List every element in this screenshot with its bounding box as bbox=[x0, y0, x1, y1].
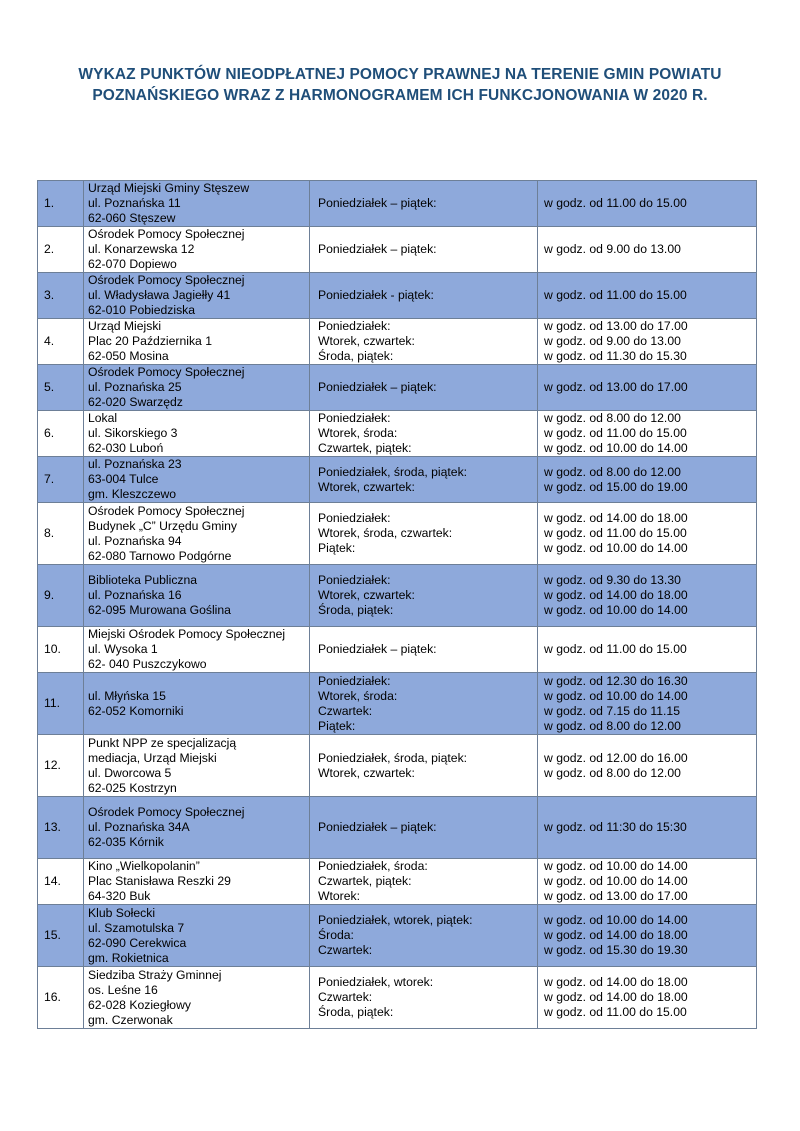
location-address-line: 62-050 Mosina bbox=[88, 349, 169, 363]
opening-hours-line: w godz. od 11.00 do 15.00 bbox=[544, 426, 687, 440]
title-line-1: WYKAZ PUNKTÓW NIEODPŁATNEJ POMOCY PRAWNEJ NA TERENIE GMIN POWIATU bbox=[78, 66, 722, 83]
days-of-week-line: Wtorek, środa, czwartek: bbox=[318, 526, 453, 540]
days-of-week bbox=[310, 627, 538, 673]
table-row bbox=[38, 503, 757, 565]
opening-hours-line: w godz. od 11.00 do 15.00 bbox=[544, 196, 687, 210]
days-of-week-line: Poniedziałek, środa, piątek: bbox=[318, 464, 468, 479]
location-address-line: Siedziba Straży Gminnej bbox=[88, 967, 222, 982]
opening-hours-line: w godz. od 11.00 do 15.00 bbox=[544, 288, 687, 302]
opening-hours-line: w godz. od 10.00 do 14.00 bbox=[544, 859, 688, 873]
days-of-week bbox=[310, 457, 538, 503]
days-of-week-line: Środa, piątek: bbox=[318, 603, 394, 617]
days-of-week-line: Czwartek: bbox=[318, 703, 373, 718]
row-number: 13. bbox=[38, 797, 84, 859]
days-of-week-line: Poniedziałek - piątek: bbox=[318, 288, 434, 302]
opening-hours bbox=[538, 411, 757, 457]
opening-hours-line: w godz. od 8.00 do 12.00 bbox=[544, 765, 681, 780]
location-address-line: Urząd Miejski bbox=[88, 319, 162, 333]
opening-hours bbox=[538, 273, 757, 319]
location-address-line: ul. Władysława Jagiełły 41 bbox=[88, 288, 231, 302]
location-address-line: 63-004 Tulce bbox=[88, 472, 159, 486]
location-address bbox=[84, 503, 310, 565]
opening-hours-line: w godz. od 14.00 do 18.00 bbox=[544, 588, 688, 602]
opening-hours bbox=[538, 181, 757, 227]
location-address-line: 62-010 Pobiedziska bbox=[88, 303, 196, 317]
days-of-week-line: Poniedziałek: bbox=[318, 411, 391, 425]
location-address-line: ul. Poznańska 23 bbox=[88, 457, 182, 471]
days-of-week-line: Poniedziałek: bbox=[318, 319, 391, 333]
opening-hours-line: w godz. od 11:30 do 15:30 bbox=[544, 820, 687, 834]
opening-hours-line: w godz. od 9.30 do 13.30 bbox=[544, 573, 681, 587]
location-address-line: Ośrodek Pomocy Społecznej bbox=[88, 365, 245, 379]
location-address bbox=[84, 411, 310, 457]
table-row bbox=[38, 273, 757, 319]
table-row bbox=[38, 797, 757, 859]
location-address bbox=[84, 797, 310, 859]
days-of-week-line: Poniedziałek, wtorek, piątek: bbox=[318, 913, 473, 927]
opening-hours-line: w godz. od 13.00 do 17.00 bbox=[544, 889, 688, 903]
location-address-line: gm. Rokietnica bbox=[88, 950, 169, 965]
opening-hours-line: w godz. od 13.00 do 17.00 bbox=[544, 380, 688, 394]
days-of-week bbox=[310, 503, 538, 565]
opening-hours-line: w godz. od 12.30 do 16.30 bbox=[544, 673, 688, 688]
row-number: 10. bbox=[38, 627, 84, 673]
location-address bbox=[84, 273, 310, 319]
location-address-line: Lokal bbox=[88, 411, 118, 425]
row-number: 9. bbox=[38, 565, 84, 627]
opening-hours-line: w godz. od 14.00 do 18.00 bbox=[544, 990, 688, 1004]
days-of-week bbox=[310, 181, 538, 227]
location-address-line: 62-060 Stęszew bbox=[88, 211, 176, 225]
row-number: 6. bbox=[38, 411, 84, 457]
days-of-week-line: Poniedziałek – piątek: bbox=[318, 380, 437, 394]
location-address-line: Ośrodek Pomocy Społecznej bbox=[88, 273, 245, 287]
days-of-week bbox=[310, 797, 538, 859]
days-of-week-line: Wtorek: bbox=[318, 889, 360, 903]
location-address bbox=[84, 673, 310, 735]
page-title bbox=[20, 64, 780, 106]
days-of-week-line: Wtorek, czwartek: bbox=[318, 765, 415, 780]
days-of-week-line: Poniedziałek: bbox=[318, 673, 391, 688]
days-of-week bbox=[310, 735, 538, 797]
opening-hours-line: w godz. od 11.00 do 15.00 bbox=[544, 1005, 687, 1019]
opening-hours bbox=[538, 673, 757, 735]
row-number: 1. bbox=[38, 181, 84, 227]
row-number: 12. bbox=[38, 735, 84, 797]
row-number: 5. bbox=[38, 365, 84, 411]
days-of-week bbox=[310, 411, 538, 457]
opening-hours-line: w godz. od 8.00 do 12.00 bbox=[544, 411, 681, 425]
location-address bbox=[84, 457, 310, 503]
opening-hours-line: w godz. od 14.00 do 18.00 bbox=[544, 511, 688, 525]
location-address-line: ul. Poznańska 16 bbox=[88, 588, 182, 602]
opening-hours-line: w godz. od 8.00 do 12.00 bbox=[544, 718, 681, 733]
location-address-line: ul. Poznańska 94 bbox=[88, 533, 182, 548]
row-number: 7. bbox=[38, 457, 84, 503]
location-address-line: Ośrodek Pomocy Społecznej bbox=[88, 805, 245, 819]
days-of-week-line: Środa: bbox=[318, 928, 354, 942]
days-of-week-line: Wtorek, czwartek: bbox=[318, 588, 415, 602]
days-of-week bbox=[310, 905, 538, 967]
days-of-week-line: Poniedziałek – piątek: bbox=[318, 242, 437, 256]
location-address bbox=[84, 735, 310, 797]
opening-hours-line: w godz. od 8.00 do 12.00 bbox=[544, 464, 681, 479]
location-address bbox=[84, 319, 310, 365]
row-number: 15. bbox=[38, 905, 84, 967]
days-of-week-line: Czwartek, piątek: bbox=[318, 441, 412, 455]
opening-hours bbox=[538, 227, 757, 273]
location-address-line: Ośrodek Pomocy Społecznej bbox=[88, 227, 245, 241]
opening-hours-line: w godz. od 15.00 do 19.00 bbox=[544, 479, 688, 494]
location-address bbox=[84, 627, 310, 673]
days-of-week-line: Czwartek, piątek: bbox=[318, 874, 412, 888]
location-address-line: Budynek „C” Urzędu Gminy bbox=[88, 518, 238, 533]
location-address-line: 62-020 Swarzędz bbox=[88, 395, 183, 409]
location-address-line: Punkt NPP ze specjalizacją bbox=[88, 735, 237, 750]
location-address-line: Kino „Wielkopolanin” bbox=[88, 859, 200, 873]
days-of-week-line: Wtorek, środa: bbox=[318, 426, 398, 440]
days-of-week-line: Poniedziałek – piątek: bbox=[318, 196, 437, 210]
table-row bbox=[38, 735, 757, 797]
days-of-week-line: Poniedziałek, środa: bbox=[318, 859, 428, 873]
table-row bbox=[38, 967, 757, 1029]
location-address bbox=[84, 905, 310, 967]
days-of-week-line: Piątek: bbox=[318, 541, 356, 555]
opening-hours-line: w godz. od 9.00 do 13.00 bbox=[544, 242, 681, 256]
opening-hours bbox=[538, 503, 757, 565]
location-address-line: ul. Młyńska 15 bbox=[88, 688, 166, 703]
row-number: 2. bbox=[38, 227, 84, 273]
days-of-week-line: Wtorek, środa: bbox=[318, 688, 398, 703]
location-address-line: 62-080 Tarnowo Podgórne bbox=[88, 548, 232, 563]
table-row bbox=[38, 627, 757, 673]
location-address-line: 62-052 Komorniki bbox=[88, 703, 184, 718]
days-of-week bbox=[310, 565, 538, 627]
location-address-line: 62-035 Kórnik bbox=[88, 835, 164, 849]
location-address-line: ul. Szamotulska 7 bbox=[88, 920, 185, 935]
location-address bbox=[84, 967, 310, 1029]
row-number: 3. bbox=[38, 273, 84, 319]
opening-hours bbox=[538, 967, 757, 1029]
location-address-line: 64-320 Buk bbox=[88, 889, 151, 903]
table-row bbox=[38, 411, 757, 457]
location-address-line: 62-030 Luboń bbox=[88, 441, 164, 455]
opening-hours bbox=[538, 905, 757, 967]
opening-hours-line: w godz. od 14.00 do 18.00 bbox=[544, 928, 688, 942]
days-of-week bbox=[310, 967, 538, 1029]
opening-hours-line: w godz. od 10.00 do 14.00 bbox=[544, 688, 688, 703]
opening-hours-line: w godz. od 13.00 do 17.00 bbox=[544, 319, 688, 333]
location-address-line: Miejski Ośrodek Pomocy Społecznej bbox=[88, 627, 286, 641]
title-line-2: POZNAŃSKIEGO WRAZ Z HARMONOGRAMEM ICH FUNKCJONOWANIA W 2020 R. bbox=[92, 87, 708, 104]
table-row bbox=[38, 565, 757, 627]
location-address bbox=[84, 227, 310, 273]
opening-hours-line: w godz. od 10.00 do 14.00 bbox=[544, 913, 688, 927]
opening-hours bbox=[538, 319, 757, 365]
location-address-line: 62-070 Dopiewo bbox=[88, 257, 177, 271]
location-address-line: Klub Sołecki bbox=[88, 905, 156, 920]
opening-hours bbox=[538, 365, 757, 411]
location-address-line: 62-090 Cerekwica bbox=[88, 935, 187, 950]
opening-hours bbox=[538, 735, 757, 797]
table-row bbox=[38, 859, 757, 905]
days-of-week bbox=[310, 319, 538, 365]
location-address-line: gm. Czerwonak bbox=[88, 1012, 173, 1027]
days-of-week-line: Poniedziałek – piątek: bbox=[318, 820, 437, 834]
days-of-week-line: Środa, piątek: bbox=[318, 1005, 394, 1019]
row-number: 8. bbox=[38, 503, 84, 565]
opening-hours-line: w godz. od 10.00 do 14.00 bbox=[544, 441, 688, 455]
opening-hours bbox=[538, 457, 757, 503]
row-number: 16. bbox=[38, 967, 84, 1029]
row-number: 11. bbox=[38, 673, 84, 735]
days-of-week-line: Czwartek: bbox=[318, 943, 373, 957]
location-address-line: 62-028 Koziegłowy bbox=[88, 997, 191, 1012]
row-number: 4. bbox=[38, 319, 84, 365]
opening-hours-line: w godz. od 10.00 do 14.00 bbox=[544, 874, 688, 888]
days-of-week-line: Środa, piątek: bbox=[318, 349, 394, 363]
location-address-line: 62-025 Kostrzyn bbox=[88, 780, 177, 795]
days-of-week-line: Poniedziałek: bbox=[318, 573, 391, 587]
opening-hours bbox=[538, 797, 757, 859]
location-address-line: 62- 040 Puszczykowo bbox=[88, 657, 207, 671]
location-address-line: ul. Sikorskiego 3 bbox=[88, 426, 178, 440]
location-address-line: 62-095 Murowana Goślina bbox=[88, 603, 231, 617]
table-row bbox=[38, 905, 757, 967]
table-row bbox=[38, 365, 757, 411]
legal-aid-schedule-table bbox=[37, 180, 757, 1029]
table-row bbox=[38, 227, 757, 273]
opening-hours-line: w godz. od 9.00 do 13.00 bbox=[544, 334, 681, 348]
days-of-week-line: Wtorek, czwartek: bbox=[318, 479, 415, 494]
location-address-line: Plac 20 Października 1 bbox=[88, 334, 212, 348]
location-address-line: os. Leśne 16 bbox=[88, 982, 158, 997]
opening-hours bbox=[538, 859, 757, 905]
opening-hours-line: w godz. od 11.00 do 15.00 bbox=[544, 526, 687, 540]
table-row bbox=[38, 319, 757, 365]
location-address-line: ul. Poznańska 11 bbox=[88, 196, 181, 210]
days-of-week bbox=[310, 273, 538, 319]
days-of-week bbox=[310, 365, 538, 411]
location-address-line: Biblioteka Publiczna bbox=[88, 573, 198, 587]
location-address-line: Plac Stanisława Reszki 29 bbox=[88, 874, 231, 888]
location-address-line: Ośrodek Pomocy Społecznej bbox=[88, 503, 245, 518]
days-of-week bbox=[310, 859, 538, 905]
location-address-line: Urząd Miejski Gminy Stęszew bbox=[88, 181, 250, 195]
days-of-week bbox=[310, 227, 538, 273]
days-of-week-line: Czwartek: bbox=[318, 990, 373, 1004]
opening-hours-line: w godz. od 10.00 do 14.00 bbox=[544, 541, 688, 555]
location-address-line: ul. Konarzewska 12 bbox=[88, 242, 195, 256]
opening-hours-line: w godz. od 15.30 do 19.30 bbox=[544, 943, 688, 957]
location-address bbox=[84, 181, 310, 227]
opening-hours-line: w godz. od 10.00 do 14.00 bbox=[544, 603, 688, 617]
opening-hours-line: w godz. od 12.00 do 16.00 bbox=[544, 750, 688, 765]
days-of-week-line: Poniedziałek, wtorek: bbox=[318, 975, 434, 989]
location-address-line: ul. Poznańska 34A bbox=[88, 820, 190, 834]
table-row bbox=[38, 181, 757, 227]
table-row bbox=[38, 457, 757, 503]
days-of-week-line: Wtorek, czwartek: bbox=[318, 334, 415, 348]
opening-hours-line: w godz. od 7.15 do 11.15 bbox=[544, 703, 680, 718]
location-address-line: ul. Poznańska 25 bbox=[88, 380, 182, 394]
opening-hours bbox=[538, 627, 757, 673]
location-address-line: ul. Wysoka 1 bbox=[88, 642, 158, 656]
days-of-week-line: Poniedziałek: bbox=[318, 511, 391, 525]
days-of-week-line: Poniedziałek – piątek: bbox=[318, 642, 437, 656]
opening-hours-line: w godz. od 14.00 do 18.00 bbox=[544, 975, 688, 989]
location-address-line: mediacja, Urząd Miejski bbox=[88, 750, 217, 765]
opening-hours bbox=[538, 565, 757, 627]
location-address bbox=[84, 859, 310, 905]
row-number: 14. bbox=[38, 859, 84, 905]
location-address-line: gm. Kleszczewo bbox=[88, 487, 177, 501]
days-of-week-line: Piątek: bbox=[318, 718, 356, 733]
table-row bbox=[38, 673, 757, 735]
location-address-line: ul. Dworcowa 5 bbox=[88, 765, 172, 780]
opening-hours-line: w godz. od 11.30 do 15.30 bbox=[544, 349, 687, 363]
days-of-week bbox=[310, 673, 538, 735]
days-of-week-line: Poniedziałek, środa, piątek: bbox=[318, 750, 468, 765]
opening-hours-line: w godz. od 11.00 do 15.00 bbox=[544, 642, 687, 656]
location-address bbox=[84, 565, 310, 627]
location-address bbox=[84, 365, 310, 411]
